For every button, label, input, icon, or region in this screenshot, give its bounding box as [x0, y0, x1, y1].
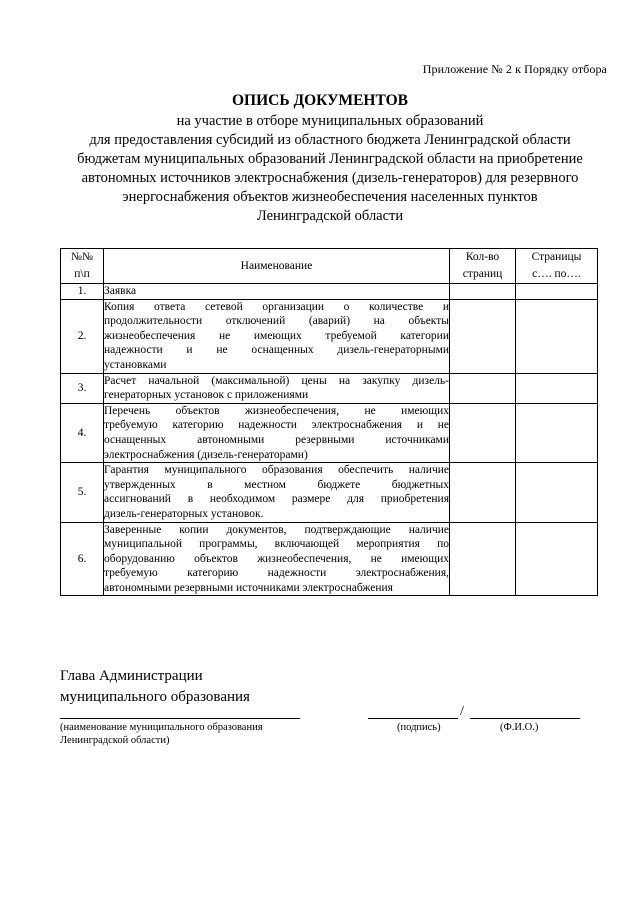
header-page-count: [450, 249, 516, 284]
row-document-name: [104, 403, 450, 462]
document-name-line: дизель-генераторных установок.: [104, 507, 264, 520]
document-name-line: утвержденных в местном бюджете бюджетных: [104, 478, 449, 491]
row-page-count[interactable]: [450, 522, 516, 596]
subtitle-line: автономных источников электроснабжения (дизель-генераторов) для резервного: [81, 170, 579, 186]
document-name-line: оснащенных автономными резервными источниками: [104, 433, 449, 446]
subtitle-line: Ленинградской области: [256, 208, 404, 224]
row-page-range[interactable]: [516, 403, 598, 462]
subtitle-line: на участие в отборе муниципальных образований: [176, 113, 484, 129]
header-number: [61, 249, 104, 284]
row-page-count[interactable]: [450, 373, 516, 403]
row-page-range[interactable]: [516, 373, 598, 403]
municipality-name-caption: [60, 721, 263, 747]
row-number: 2.: [61, 299, 104, 373]
appendix-note: Приложение № 2 к Порядку отбора: [422, 62, 607, 76]
document-name-line: автономными резервными источниками электроснабжения: [104, 581, 393, 594]
document-name-line: требуемую категорию надежности электроснабжения и не: [104, 419, 449, 432]
table-row: [61, 522, 598, 596]
document-name-line: установками: [104, 358, 167, 371]
row-page-range[interactable]: [516, 522, 598, 596]
document-subtitle: [60, 112, 600, 226]
document-name-line: Перечень объектов жизнеобеспечения, не имеющих: [104, 404, 449, 417]
document-name-line: Расчет начальной (максимальной) цены на закупку дизель-: [104, 374, 449, 387]
row-page-range[interactable]: [516, 299, 598, 373]
row-number: 1.: [61, 284, 104, 300]
municipality-caption-line1: (наименование муниципального образования: [60, 722, 263, 733]
header-name: Наименование: [104, 249, 450, 284]
document-name-line: генераторных установок с приложениями: [104, 389, 309, 402]
subtitle-line: энергоснабжения объектов жизнеобеспечения населенных пунктов: [122, 189, 538, 205]
full-name-line[interactable]: [470, 718, 580, 719]
signoff-head-line1: Глава Администрации: [60, 668, 203, 684]
document-name-line: продолжительности отключений (аварий) на объекты: [104, 315, 449, 328]
row-number: 6.: [61, 522, 104, 596]
document-name-line: Заверенные копии документов, подтверждающие наличие: [104, 523, 449, 536]
row-number: 4.: [61, 403, 104, 462]
municipality-name-line[interactable]: [60, 718, 300, 719]
row-page-count[interactable]: [450, 284, 516, 300]
header-number-line1: №№: [71, 251, 93, 263]
header-pages: [516, 249, 598, 284]
subtitle-line: для предоставления субсидий из областного бюджета Ленинградской области: [89, 132, 571, 148]
row-number: 5.: [61, 463, 104, 522]
header-pages-line1: Страницы: [531, 251, 582, 263]
signature-line[interactable]: [368, 718, 458, 719]
document-name-line: муниципальной программы, включающей мероприятия по: [104, 538, 449, 551]
row-document-name: [104, 284, 450, 300]
document-name-line: электроснабжения (дизель-генераторами): [104, 448, 308, 461]
table-row: [61, 403, 598, 462]
separator-slash: /: [460, 704, 464, 719]
row-document-name: [104, 463, 450, 522]
signature-caption: (подпись): [397, 722, 441, 733]
document-name-line: Копия ответа сетевой организации о количестве и: [104, 300, 449, 313]
row-page-range[interactable]: [516, 463, 598, 522]
row-document-name: [104, 373, 450, 403]
table-header-row: [61, 249, 598, 284]
signoff-head-line2: муниципального образования: [60, 689, 250, 705]
row-page-range[interactable]: [516, 284, 598, 300]
row-number: 3.: [61, 373, 104, 403]
table-row: [61, 373, 598, 403]
document-name-line: Заявка: [104, 285, 137, 297]
header-pages-line2: с…. по….: [532, 268, 581, 280]
row-page-count[interactable]: [450, 403, 516, 462]
subtitle-line: бюджетам муниципальных образований Ленинградской области на приобретение: [77, 151, 583, 167]
document-name-line: ассигнований в необходимом размере для приобретения: [104, 493, 449, 506]
document-name-line: жизнеобеспечения не имеющих требуемой категории: [104, 329, 449, 342]
header-number-line2: п\п: [74, 268, 90, 280]
header-page-count-line1: Кол-во: [465, 251, 500, 263]
document-name-line: оборудованию объектов жизнеобеспечения, не имеющих: [104, 552, 449, 565]
signoff-block: [60, 666, 250, 708]
municipality-caption-line2: Ленинградской области): [60, 735, 170, 746]
header-page-count-line2: страниц: [462, 268, 503, 280]
row-document-name: [104, 299, 450, 373]
table-row: [61, 284, 598, 300]
row-page-count[interactable]: [450, 463, 516, 522]
table-row: [61, 463, 598, 522]
row-document-name: [104, 522, 450, 596]
row-page-count[interactable]: [450, 299, 516, 373]
document-name-line: надежности и не оснащенных дизель-генераторными: [104, 344, 449, 357]
document-name-line: Гарантия муниципального образования обеспечить наличие: [104, 464, 449, 477]
full-name-caption: (Ф.И.О.): [500, 722, 539, 733]
document-name-line: требуемую категорию надежности электроснабжения,: [104, 567, 449, 580]
documents-table: [60, 248, 598, 596]
document-title: ОПИСЬ ДОКУМЕНТОВ: [231, 92, 409, 109]
table-row: [61, 299, 598, 373]
